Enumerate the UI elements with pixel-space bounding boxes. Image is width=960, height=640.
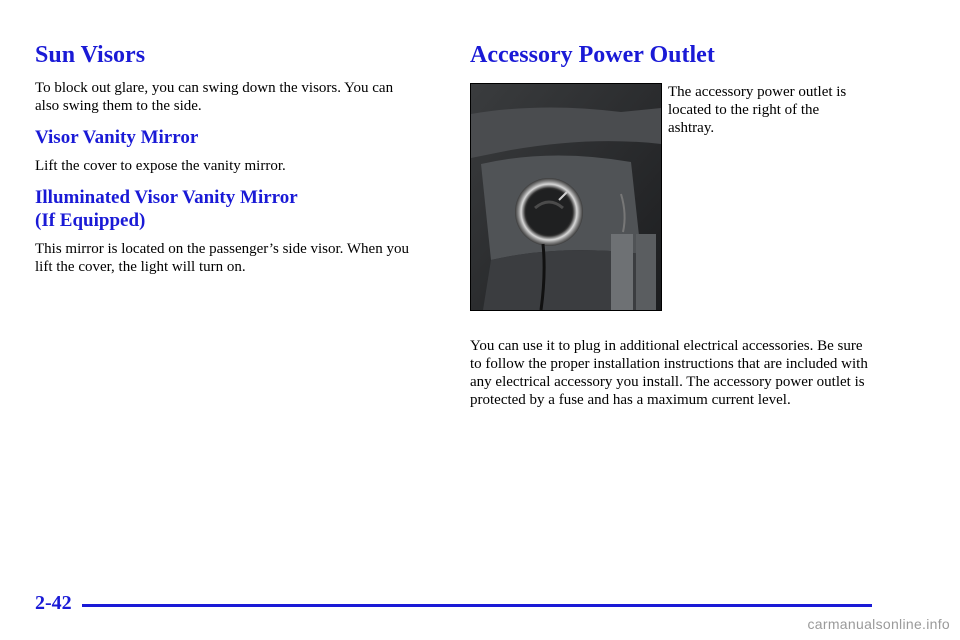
footer-rule	[82, 604, 872, 607]
power-outlet-photo	[470, 83, 662, 311]
right-column	[470, 40, 870, 409]
accessory-power-outlet-title: Accessory Power Outlet	[470, 42, 715, 68]
illuminated-mirror-heading	[35, 186, 415, 232]
illuminated-mirror-heading-line1: Illuminated Visor Vanity Mirror	[35, 187, 298, 208]
illuminated-mirror-text: This mirror is located on the passenger’s side visor. When you lift the cover, the light will turn on.	[35, 241, 409, 275]
power-outlet-body-text: You can use it to plug in additional electrical accessories. Be sure to follow the proper installation instructions that are included with any electrical accessory you install. The accessory power outlet is protected by a fuse and has a maximum current level.	[470, 338, 868, 408]
watermark: carmanualsonline.info	[807, 616, 950, 632]
photo-row	[470, 83, 870, 311]
sun-visors-text: To block out glare, you can swing down the visors. You can also swing them to the side.	[35, 80, 394, 114]
illuminated-mirror-heading-line2: (If Equipped)	[35, 210, 146, 231]
page-number: 2-42	[35, 592, 72, 614]
visor-vanity-mirror-text: Lift the cover to expose the vanity mirror.	[35, 158, 286, 174]
left-column	[35, 40, 415, 276]
visor-vanity-mirror-heading: Visor Vanity Mirror	[35, 127, 199, 148]
power-outlet-illustration	[471, 84, 661, 310]
power-outlet-location-text: The accessory power outlet is located to the right of the ashtray.	[668, 84, 847, 136]
sun-visors-title: Sun Visors	[35, 42, 146, 68]
